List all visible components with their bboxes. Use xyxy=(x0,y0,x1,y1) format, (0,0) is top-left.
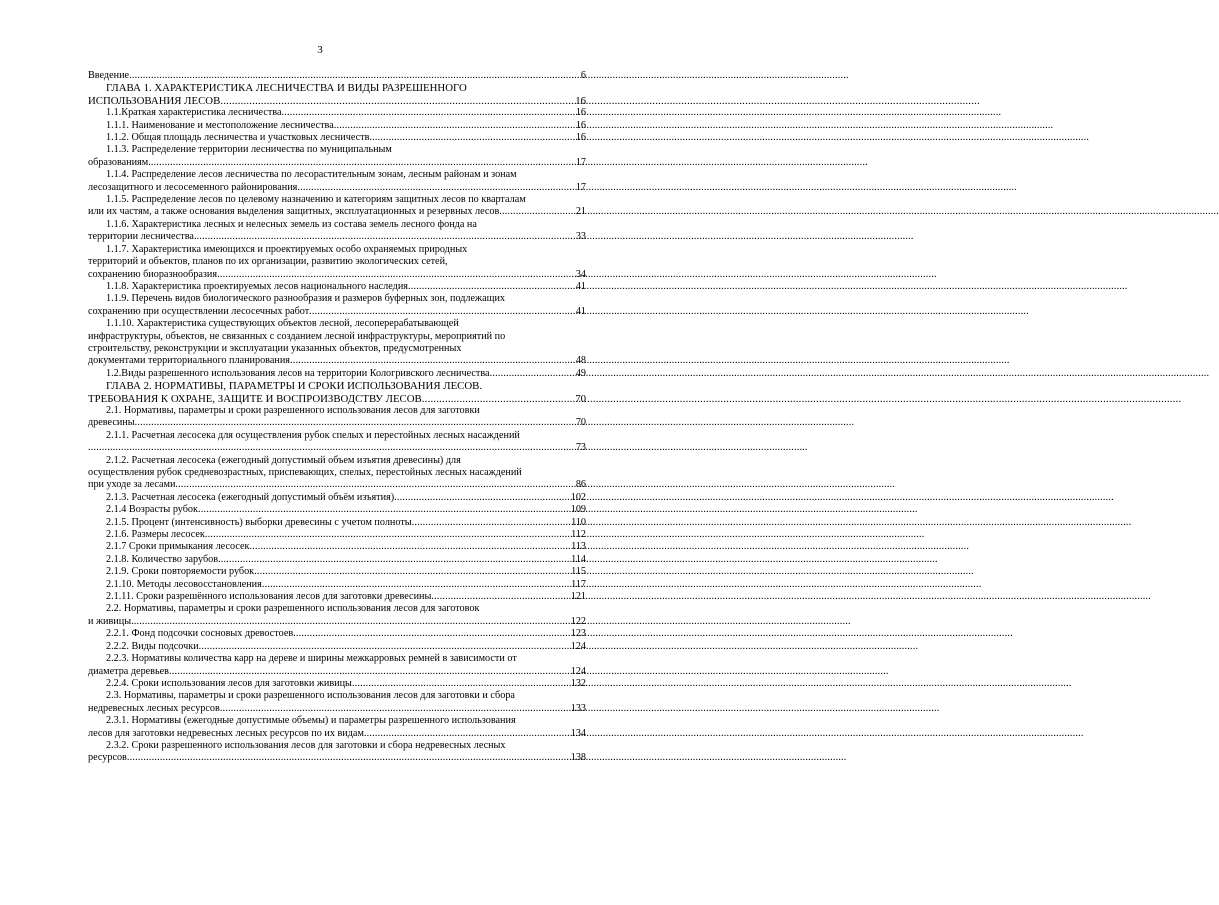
toc-entry-title-line: 1.1.8. Характеристика проектируемых лесов национального наследия xyxy=(106,280,408,292)
dot-leader xyxy=(131,616,570,628)
toc-entry-title-line: 1.1.10. Характеристика существующих объектов лесной, лесоперерабатывающей xyxy=(106,318,459,330)
dot-leader xyxy=(412,517,570,529)
toc-entry-title-line: 1.1.6. Характеристика лесных и нелесных земель из состава земель лесного фонда на xyxy=(106,218,477,230)
toc-entry-row xyxy=(88,70,586,82)
dot-leader xyxy=(394,492,570,504)
dot-leader xyxy=(220,95,574,107)
toc-entry-title-line: 2.1.2. Расчетная лесосека (ежегодный допустимый объем изъятия древесины) для xyxy=(106,454,461,466)
toc-entry-title-line: 2.1.11. Сроки разрешённого использования лесов для заготовки древесины xyxy=(106,591,432,603)
toc-entry-title-line: ГЛАВА 1. ХАРАКТЕРИСТИКА ЛЕСНИЧЕСТВА И ВИДЫ РАЗРЕШЕННОГО xyxy=(106,82,467,95)
toc-entry-title-line: древесины xyxy=(88,417,135,429)
toc-entry-title-line: недревесных лесных ресурсов xyxy=(88,702,220,714)
toc-entry-title-line: 1.1.Краткая характеристика лесничества xyxy=(106,107,282,119)
toc-entry-page-number: 123 xyxy=(570,628,586,640)
toc-entry[interactable] xyxy=(88,107,586,119)
toc-entry-title-line: и живицы xyxy=(88,615,132,627)
dot-leader xyxy=(148,157,575,169)
toc-entry-row xyxy=(88,182,586,194)
toc-entry-row xyxy=(88,504,586,516)
toc-entry-page-number: 21 xyxy=(575,206,586,218)
toc-entry-row xyxy=(88,591,586,603)
toc-entry-title-line: 2.2.4. Сроки использования лесов для заготовки живицы xyxy=(106,677,352,689)
toc-entry-row xyxy=(88,703,586,715)
toc-entry-page-number: 34 xyxy=(575,268,586,280)
toc-entry-page-number: 70 xyxy=(575,392,586,405)
toc-entry-row xyxy=(88,541,586,553)
toc-entry-title-line: 2.1.9. Сроки повторяемости рубок xyxy=(106,566,255,578)
toc-entry-title-line: 1.1.3. Распределение территории лесничества по муниципальным xyxy=(106,144,392,156)
dot-leader xyxy=(431,591,569,603)
toc-entry-page-number: 33 xyxy=(575,231,586,243)
toc-entry[interactable] xyxy=(88,380,586,405)
toc-entry-row xyxy=(88,752,586,764)
toc-entry-row xyxy=(88,529,586,541)
toc-entry-page-number: 16 xyxy=(575,94,586,107)
toc-entry-title-line: ИСПОЛЬЗОВАНИЯ ЛЕСОВ xyxy=(88,94,221,107)
toc-entry[interactable] xyxy=(88,517,586,529)
toc-entry[interactable] xyxy=(88,740,586,765)
dot-leader xyxy=(199,641,570,653)
toc-entry-row xyxy=(88,678,586,690)
toc-entry[interactable] xyxy=(88,541,586,553)
dot-leader xyxy=(369,132,574,144)
toc-entry[interactable] xyxy=(88,405,586,430)
toc-entry[interactable] xyxy=(88,579,586,591)
toc-entry-title-line: 2.1.7 Сроки примыкания лесосек xyxy=(106,541,250,553)
dot-leader xyxy=(297,182,574,194)
toc-entry-page-number: 114 xyxy=(571,553,586,565)
toc-entry-page-number: 121 xyxy=(570,591,586,603)
toc-entry[interactable] xyxy=(88,194,586,219)
toc-entry-row xyxy=(88,641,586,653)
dot-leader xyxy=(364,728,570,740)
dot-leader xyxy=(218,554,570,566)
toc-entry-title-line: 2.3.2. Сроки разрешенного использования лесов для заготовки и сбора недревесных лесных xyxy=(106,739,506,751)
toc-entry[interactable] xyxy=(88,554,586,566)
toc-entry-title-line: 2.1.8. Количество зарубов xyxy=(106,553,219,565)
toc-entry[interactable] xyxy=(88,144,586,169)
toc-entry-row xyxy=(88,579,586,591)
toc-entry-title-line: 2.1.5. Процент (интенсивность) выборки древесины с учетом полноты xyxy=(106,516,412,528)
toc-entry-title-line: Введение xyxy=(88,70,130,81)
toc-entry-row xyxy=(88,492,586,504)
toc-entry[interactable] xyxy=(88,82,586,107)
toc-entry-page-number: 122 xyxy=(570,615,586,627)
dot-leader xyxy=(282,107,575,119)
toc-entry-row xyxy=(88,231,586,243)
toc-entry-row xyxy=(88,120,586,132)
toc-entry[interactable] xyxy=(88,566,586,578)
toc-entry-row xyxy=(88,206,586,218)
dot-leader xyxy=(205,529,570,541)
toc-entry[interactable] xyxy=(88,591,586,603)
dot-leader xyxy=(293,628,570,640)
toc-entry-page-number: 49 xyxy=(575,367,586,379)
toc-entry-title-line: 1.1.5. Распределение лесов по целевому назначению и категориям защитных лесов по кварталам xyxy=(106,194,526,206)
toc-entry-title-line: 2.1.1. Расчетная лесосека для осуществления рубок спелых и перестойных лесных насаждений xyxy=(106,429,520,441)
toc-entry-page-number: 41 xyxy=(575,280,586,292)
toc-entry[interactable] xyxy=(88,368,586,380)
toc-entry-title-line: сохранению при осуществлении лесосечных работ xyxy=(88,305,310,317)
toc-entry-title-line: образованиям xyxy=(88,156,149,168)
dot-leader xyxy=(309,306,575,318)
toc-entry-title-line: 1.1.1. Наименование и местоположение лесничества xyxy=(106,119,334,131)
toc-entry-row xyxy=(88,554,586,566)
toc-entry[interactable] xyxy=(88,169,586,194)
toc-entry-page-number: 133 xyxy=(570,702,586,714)
dot-leader xyxy=(135,417,575,429)
toc-entry[interactable] xyxy=(88,715,586,740)
dot-leader xyxy=(88,442,575,454)
dot-leader xyxy=(422,393,574,405)
toc-entry[interactable] xyxy=(88,641,586,653)
toc-entry-page-number: 17 xyxy=(575,181,586,193)
toc-entry[interactable] xyxy=(88,628,586,640)
toc-entry-title-line: диаметра деревьев xyxy=(88,665,169,677)
toc-entry[interactable] xyxy=(88,244,586,281)
toc-entry-title-line: 2.1. Нормативы, параметры и сроки разрешенного использования лесов для заготовки xyxy=(106,404,480,416)
toc-entry-page-number: 48 xyxy=(575,355,586,367)
dot-leader xyxy=(490,368,575,380)
toc-entry-page-number: 134 xyxy=(570,727,586,739)
toc-entry-title-line: территорий и объектов, планов по их организации, развитию экологических сетей, xyxy=(88,256,448,268)
toc-entry-title-line: 1.1.4. Распределение лесов лесничества по лесорастительным зонам, лесным районам и зонам xyxy=(106,169,517,181)
dot-leader xyxy=(169,666,570,678)
dot-leader xyxy=(334,120,575,132)
dot-leader xyxy=(249,541,570,553)
toc-entry-row xyxy=(88,95,586,107)
toc-entry-page-number: 73 xyxy=(575,442,586,454)
toc-entry-page-number: 109 xyxy=(570,504,586,516)
toc-entry-row xyxy=(88,442,586,454)
toc-entry[interactable] xyxy=(88,293,586,318)
toc-entry-page-number: 70 xyxy=(575,417,586,429)
toc-entry-title-line: лесозащитного и лесосеменного районирования xyxy=(88,181,298,193)
dot-leader xyxy=(175,479,574,491)
toc-entry-title-line: 2.3. Нормативы, параметры и сроки разрешенного использования лесов для заготовки и сбора xyxy=(106,690,515,702)
toc-entry-title-line: или их частям, а также основания выделения защитных, эксплуатационных и резервных лесов xyxy=(88,206,500,218)
toc-entry[interactable] xyxy=(88,653,586,678)
toc-entry-title-line: 2.1.6. Размеры лесосек xyxy=(106,529,205,541)
toc-entry-title-line: 1.1.9. Перечень видов биологического разнообразия и размеров буферных зон, подлежащих xyxy=(106,293,505,305)
toc-entry-row xyxy=(88,666,586,678)
toc-entry-row xyxy=(88,517,586,529)
toc-entry-row xyxy=(88,479,586,491)
toc-entry-row xyxy=(88,417,586,429)
toc-entry-page-number: 113 xyxy=(571,541,586,553)
toc-entry[interactable] xyxy=(88,492,586,504)
toc-entry[interactable] xyxy=(88,678,586,690)
toc-entry-title-line: 2.3.1. Нормативы (ежегодные допустимые объемы) и параметры разрешенного использования xyxy=(106,715,516,727)
toc-entry-row xyxy=(88,269,586,281)
toc-entry[interactable] xyxy=(88,430,586,455)
toc-entry[interactable] xyxy=(88,455,586,492)
toc-entry-page-number: 86 xyxy=(575,479,586,491)
toc-entry-title-line: ГЛАВА 2. НОРМАТИВЫ, ПАРАМЕТРЫ И СРОКИ ИСПОЛЬЗОВАНИЯ ЛЕСОВ. xyxy=(106,380,483,393)
toc-entry-title-line: лесов для заготовки недревесных лесных ресурсов по их видам xyxy=(88,727,364,739)
toc-entry-title-line: осуществления рубок средневозрастных, приспевающих, спелых, перестойных лесных насаждений xyxy=(88,467,522,478)
toc-entry-title-line: 2.2.3. Нормативы количества карр на дереве и ширины межкарровых ремней в зависимости от xyxy=(106,653,517,665)
table-of-contents xyxy=(88,70,586,765)
toc-entry[interactable] xyxy=(88,690,586,715)
dot-leader xyxy=(408,281,575,293)
toc-entry-page-number: 16 xyxy=(575,119,586,131)
toc-entry-row xyxy=(88,628,586,640)
toc-entry-page-number: 115 xyxy=(571,566,586,578)
toc-entry[interactable] xyxy=(88,529,586,541)
toc-entry[interactable] xyxy=(88,132,586,144)
toc-entry-title-line: 1.1.2. Общая площадь лесничества и участковых лесничеств xyxy=(106,132,370,144)
toc-entry-title-line: инфраструктуры, объектов, не связанных с созданием лесной инфраструктуры, мероприятий по xyxy=(88,330,506,342)
dot-leader xyxy=(262,579,570,591)
toc-entry-page-number: 16 xyxy=(575,107,586,119)
toc-entry-title-line: документами территориального планирования xyxy=(88,355,290,367)
toc-entry-row xyxy=(88,393,586,405)
toc-entry-page-number: 132 xyxy=(570,677,586,689)
dot-leader xyxy=(254,566,570,578)
toc-entry-page-number: 138 xyxy=(570,752,586,764)
dot-leader xyxy=(290,355,575,367)
toc-entry-title-line: 2.2. Нормативы, параметры и сроки разрешенного использования лесов для заготовок xyxy=(106,603,480,615)
dot-leader xyxy=(127,752,570,764)
toc-entry-row xyxy=(88,368,586,380)
dot-leader xyxy=(499,206,575,218)
toc-entry-page-number: 112 xyxy=(571,529,586,541)
toc-entry-title-line: территории лесничества xyxy=(88,231,194,243)
toc-entry-title-line: 1.1.7. Характеристика имеющихся и проектируемых особо охраняемых природных xyxy=(106,243,468,255)
toc-entry-page-number: 41 xyxy=(575,305,586,317)
toc-entry-title-line: строительству, реконструкции и эксплуатации указанных объектов, предусмотренных xyxy=(88,342,462,354)
toc-entry-row xyxy=(88,728,586,740)
toc-entry[interactable] xyxy=(88,281,586,293)
toc-entry[interactable] xyxy=(88,70,586,82)
toc-entry-title-line: 2.1.3. Расчетная лесосека (ежегодный допустимый объём изъятия) xyxy=(106,491,395,503)
toc-entry-page-number: 6 xyxy=(580,70,586,81)
page-number: 3 xyxy=(317,44,323,56)
toc-entry-title-line: 2.2.1. Фонд подсочки сосновых древостоев xyxy=(106,628,294,640)
dot-leader xyxy=(217,269,575,281)
toc-entry[interactable] xyxy=(88,603,586,628)
toc-entry-page-number: 124 xyxy=(570,640,586,652)
toc-entry[interactable] xyxy=(88,120,586,132)
toc-entry-row xyxy=(88,132,586,144)
toc-entry-title-line: 1.2.Виды разрешенного использования лесов на территории Кологривского лесничества xyxy=(106,367,490,379)
toc-entry-title-line: сохранению биоразнообразия xyxy=(88,268,218,280)
toc-entry-title-line: ТРЕБОВАНИЯ К ОХРАНЕ, ЗАЩИТЕ И ВОСПРОИЗВОДСТВУ ЛЕСОВ xyxy=(88,392,422,405)
toc-entry-page-number: 16 xyxy=(575,132,586,144)
toc-entry-row xyxy=(88,281,586,293)
toc-entry-row xyxy=(88,355,586,367)
toc-entry-title-line: 2.1.4 Возрасты рубок xyxy=(106,504,198,516)
toc-entry-row xyxy=(88,157,586,169)
toc-entry-title-line: 2.1.10. Методы лесовосстановления xyxy=(106,578,262,590)
toc-entry-row xyxy=(88,306,586,318)
toc-entry-title-line: 2.2.2. Виды подсочки xyxy=(106,640,199,652)
dot-leader xyxy=(352,678,570,690)
toc-entry-page-number: 102 xyxy=(570,491,586,503)
dot-leader xyxy=(194,231,575,243)
toc-entry-page-number: 110 xyxy=(571,516,586,528)
toc-entry-page-number: 17 xyxy=(575,156,586,168)
toc-entry[interactable] xyxy=(88,219,586,244)
toc-entry-page-number: 117 xyxy=(571,578,586,590)
toc-entry-title-line: ресурсов xyxy=(88,752,127,764)
toc-entry-row xyxy=(88,107,586,119)
toc-entry-row xyxy=(88,566,586,578)
toc-entry[interactable] xyxy=(88,318,586,368)
toc-entry-page-number: 124 xyxy=(570,665,586,677)
toc-entry[interactable] xyxy=(88,504,586,516)
dot-leader xyxy=(129,70,580,82)
dot-leader xyxy=(220,703,570,715)
dot-leader xyxy=(198,504,570,516)
toc-entry-row xyxy=(88,616,586,628)
toc-entry-title-line: при уходе за лесами xyxy=(88,479,176,491)
